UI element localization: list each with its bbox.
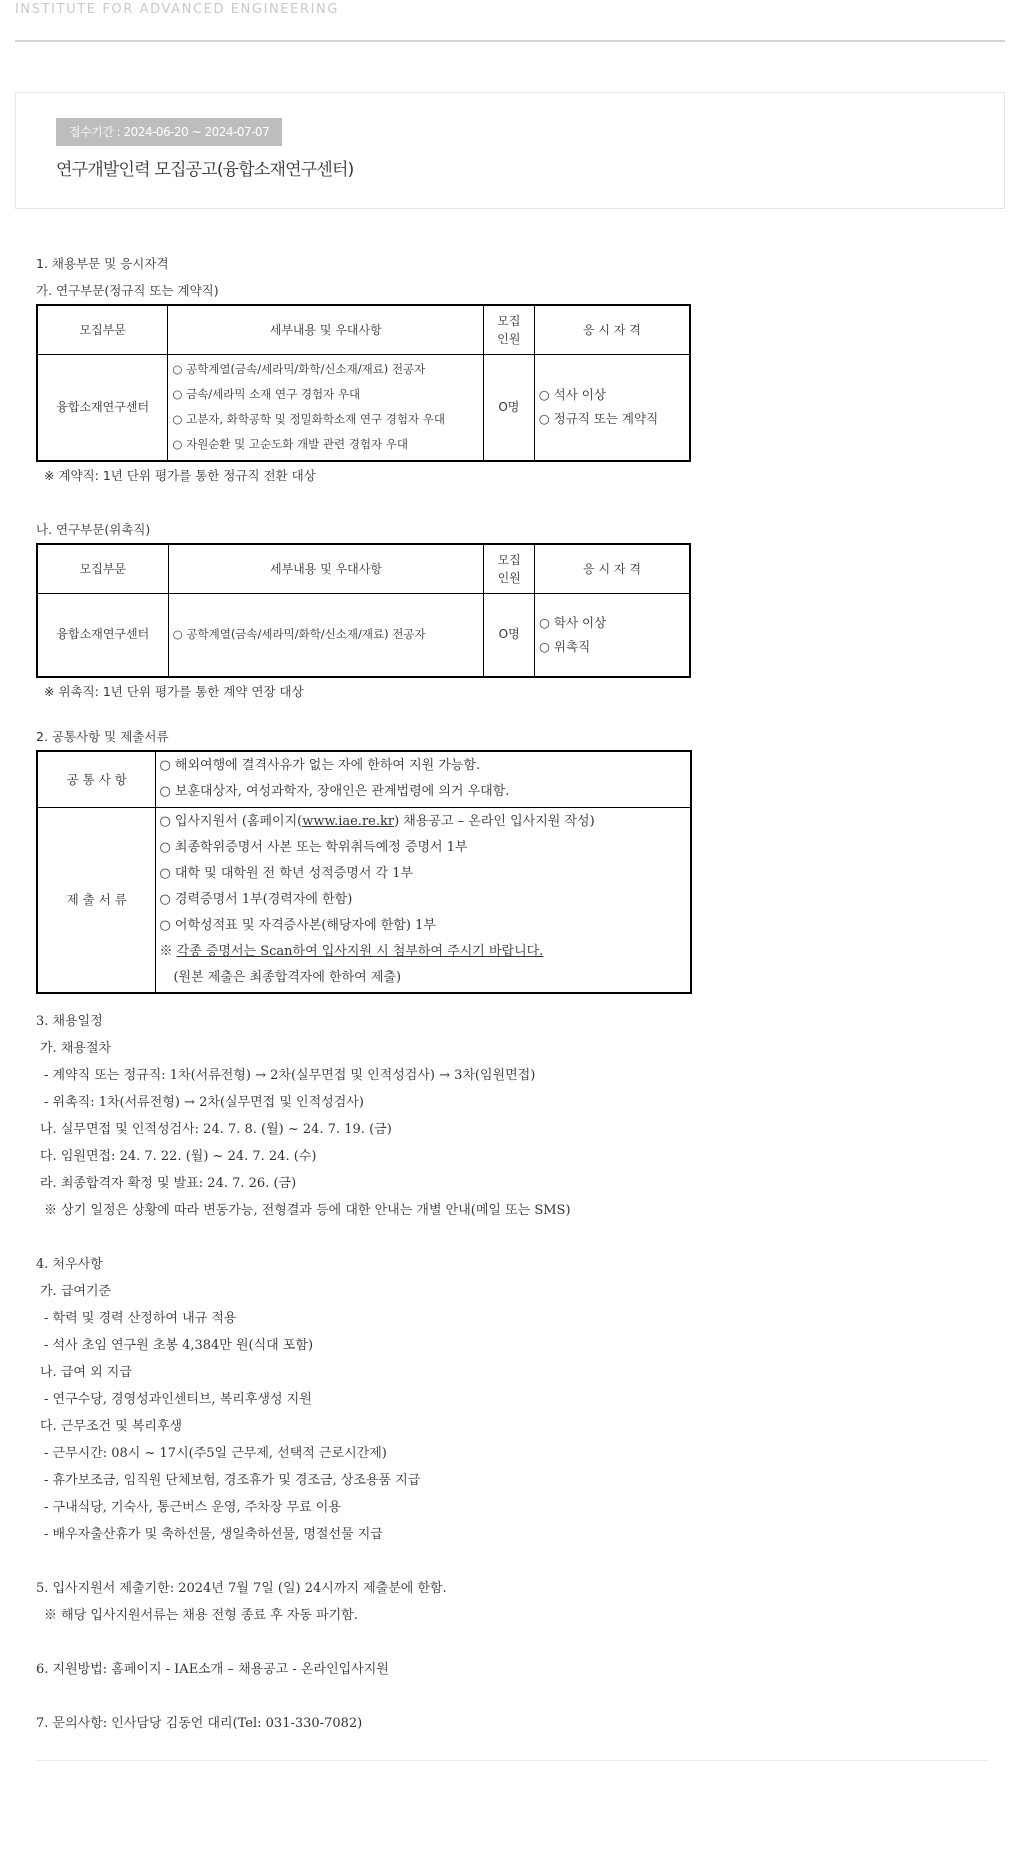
docs-note-text: 각종 증명서는 Scan하여 입사지원 시 첨부하여 주시기 바랍니다.: [176, 943, 544, 959]
detail-item: ○ 금속/세라믹 소재 연구 경험자 우대: [172, 387, 361, 402]
th-dept: 모집부문: [37, 544, 168, 594]
commission-note: ※ 위촉직: 1년 단위 평가를 통한 계약 연장 대상: [44, 684, 304, 699]
content-divider: [36, 1760, 988, 1761]
docs-label: 제 출 서 류: [37, 807, 156, 993]
detail-cell: [168, 593, 484, 677]
schedule-note: ※ 상기 일정은 상황에 따라 변동가능, 전형결과 등에 대한 안내는 개별 안내(메일 또는 SMS): [44, 1203, 571, 1218]
contract-note: ※ 계약직: 1년 단위 평가를 통한 정규직 전환 대상: [44, 467, 316, 483]
benefit-line: - 학력 및 경력 산정하여 내규 적용: [44, 1311, 237, 1326]
section-4: [36, 1251, 986, 1548]
benefit-line: 나. 급여 외 지급: [40, 1365, 132, 1380]
recruit-table-b: [36, 543, 691, 679]
detail-cell: [168, 355, 484, 461]
th-count-line1: 모집: [497, 314, 521, 328]
th-count-line1: 모집: [497, 552, 521, 567]
benefit-line: - 배우자출산휴가 및 축하선물, 생일축하선물, 명절선물 지급: [44, 1527, 383, 1542]
section-1-heading: 1. 채용부문 및 응시자격: [36, 256, 169, 271]
table-header-row: [37, 305, 690, 355]
th-detail: 세부내용 및 우대사항: [168, 544, 484, 594]
common-items: [156, 751, 691, 807]
benefit-line: 다. 근무조건 및 복리후생: [40, 1419, 183, 1434]
doc-item-text: ) 채용공고 – 온라인 입사지원 작성): [394, 813, 595, 829]
qual-item: ○ 정규직 또는 계약직: [538, 411, 659, 427]
doc-item: ○ 경력증명서 1부(경력자에 한함): [159, 891, 353, 907]
post-content: [36, 250, 986, 1737]
deadline-line: 5. 입사지원서 제출기한: 2024년 7월 7일 (일) 24시까지 제출분에 한함.: [36, 1581, 447, 1596]
benefit-line: - 구내식당, 기숙사, 통근버스 운영, 주차장 무료 이용: [44, 1500, 341, 1515]
site-header: [15, 0, 1005, 42]
schedule-line: - 계약직 또는 정규직: 1차(서류전형) → 2차(실무면접 및 인적성검사) → 3차(임원면접): [44, 1068, 536, 1083]
table-row: [37, 355, 690, 461]
apply-method: 6. 지원방법: 홈페이지 - IAE소개 – 채용공고 - 온라인입사지원: [36, 1662, 389, 1677]
benefit-line: - 석사 초임 연구원 초봉 4,384만 원(식대 포함): [44, 1338, 314, 1353]
doc-item: ○ 대학 및 대학원 전 학년 성적증명서 각 1부: [159, 865, 414, 881]
section-1b-title: 나. 연구부문(위촉직): [36, 521, 151, 537]
detail-item: ○ 공학계열(금속/세라믹/화학/신소재/재료) 전공자: [172, 627, 426, 642]
detail-item: ○ 고분자, 화학공학 및 정밀화학소재 연구 경험자 우대: [172, 412, 445, 427]
benefit-line: - 휴가보조금, 임직원 단체보험, 경조휴가 및 경조금, 상조용품 지급: [44, 1473, 421, 1488]
doc-item: ○ 어학성적표 및 자격증사본(해당자에 한함) 1부: [159, 917, 436, 933]
th-count: [484, 305, 535, 355]
qual-item: ○ 학사 이상: [539, 614, 607, 630]
schedule-line: 다. 임원면접: 24. 7. 22. (월) ~ 24. 7. 24. (수): [40, 1149, 317, 1164]
table-row: [37, 751, 691, 807]
table-row: [37, 593, 690, 677]
schedule-line: - 위촉직: 1차(서류전형) → 2차(실무면접 및 인적성검사): [44, 1095, 364, 1110]
post-header-box: [15, 92, 1005, 209]
detail-item: ○ 자원순환 및 고순도화 개발 관련 경험자 우대: [172, 437, 408, 452]
site-name[interactable]: INSTITUTE FOR ADVANCED ENGINEERING: [15, 2, 340, 17]
qual-cell: [534, 355, 690, 461]
note-mark: ※: [159, 943, 177, 959]
doc-item: [159, 809, 687, 835]
docs-note-2: (원본 제출은 최종합격자에 한하여 제출): [173, 969, 402, 985]
common-item: ○ 보훈대상자, 여성과학자, 장애인은 관계법령에 의거 우대함.: [159, 784, 510, 800]
doc-item: ○ 최종학위증명서 사본 또는 학위취득예정 증명서 1부: [159, 839, 468, 855]
post-title: 연구개발인력 모집공고(융합소재연구센터): [56, 160, 354, 180]
qual-item: ○ 위촉직: [539, 638, 591, 654]
detail-item: ○ 공학계열(금속/세라믹/화학/신소재/재료) 전공자: [172, 362, 426, 377]
common-item: ○ 해외여행에 결격사유가 없는 자에 한하여 지원 가능함.: [159, 758, 481, 774]
recruit-table-a: [36, 304, 691, 462]
count-cell: O명: [484, 355, 535, 461]
th-qual: 응 시 자 격: [535, 544, 690, 594]
dept-cell: 융합소재연구센터: [37, 593, 168, 677]
contact-info: 7. 문의사항: 인사담당 김동언 대리(Tel: 031-330-7082): [36, 1716, 363, 1731]
schedule-line: 라. 최종합격자 확정 및 발표: 24. 7. 26. (금): [40, 1176, 297, 1191]
th-count: [484, 544, 535, 594]
section-3: [36, 1008, 986, 1224]
dept-cell: 융합소재연구센터: [37, 355, 168, 461]
benefit-line: - 연구수당, 경영성과인센티브, 복리후생성 지원: [44, 1392, 312, 1407]
deadline-note: ※ 해당 입사지원서류는 채용 전형 종료 후 자동 파기함.: [44, 1608, 358, 1623]
th-detail: 세부내용 및 우대사항: [168, 305, 484, 355]
section-3-heading: 3. 채용일정: [36, 1014, 103, 1029]
qual-cell: [535, 593, 690, 677]
benefit-line: 가. 급여기준: [40, 1284, 112, 1299]
docs-items: [156, 807, 691, 993]
table-header-row: [37, 544, 690, 594]
doc-item-text: ○ 입사지원서 (홈페이지(: [159, 813, 303, 829]
table-row: [37, 807, 691, 993]
th-qual: 응 시 자 격: [534, 305, 690, 355]
section-1a-title: 가. 연구부문(정규직 또는 계약직): [36, 283, 219, 298]
period-badge: 접수기간 : 2024-06-20 ~ 2024-07-07: [56, 118, 282, 146]
schedule-line: 나. 실무면접 및 인적성검사: 24. 7. 8. (월) ~ 24. 7. 19. (금): [40, 1122, 392, 1137]
section-4-heading: 4. 처우사항: [36, 1257, 103, 1272]
count-cell: O명: [484, 593, 535, 677]
th-count-line2: 인원: [497, 332, 521, 346]
homepage-link[interactable]: www.iae.re.kr: [302, 813, 395, 829]
schedule-line: 가. 채용절차: [40, 1041, 112, 1056]
qual-item: ○ 석사 이상: [538, 387, 606, 403]
benefit-line: - 근무시간: 08시 ~ 17시(주5일 근무제, 선택적 근로시간제): [44, 1446, 387, 1461]
requirements-table: [36, 750, 692, 994]
th-dept: 모집부문: [37, 305, 168, 355]
section-2-heading: 2. 공통사항 및 제출서류: [36, 729, 169, 744]
section-5: [36, 1575, 986, 1629]
th-count-line2: 인원: [497, 570, 521, 585]
docs-note: [159, 939, 687, 965]
common-label: 공 통 사 항: [37, 751, 156, 807]
